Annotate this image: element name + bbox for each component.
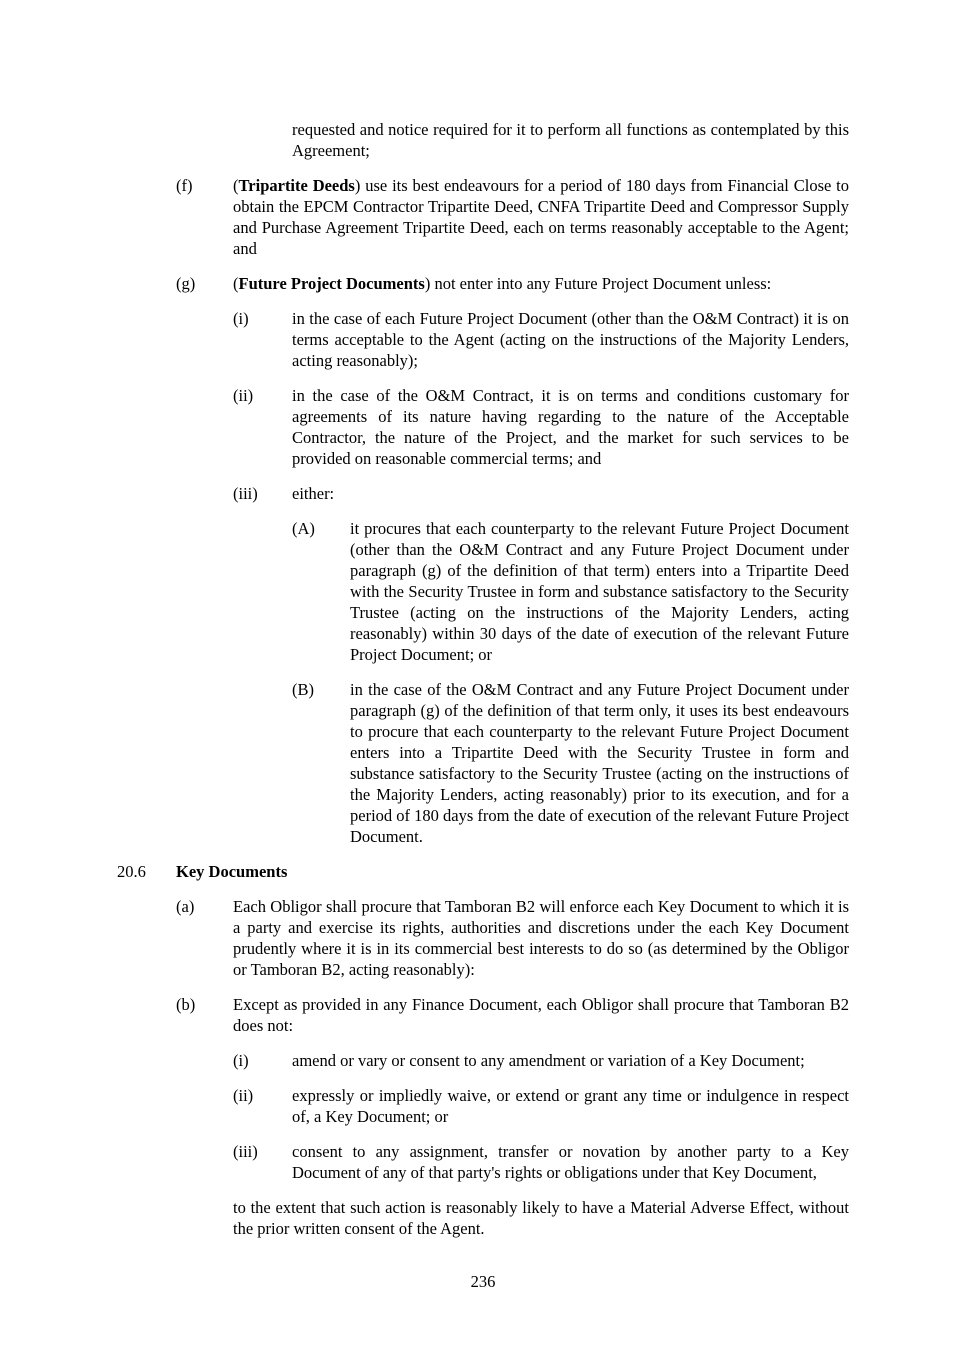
clause-g-iii-B-label: (B)	[292, 680, 314, 699]
clause-b-iii	[117, 1141, 849, 1183]
clause-g-ii	[117, 385, 849, 469]
clause-g-post: ) not enter into any Future Project Document unless:	[424, 274, 772, 293]
clause-g-pre: (	[233, 274, 239, 293]
page-content	[117, 119, 849, 1253]
clause-g-label: (g)	[176, 274, 196, 293]
defined-term-tripartite-deeds: Tripartite Deeds	[238, 176, 355, 195]
clause-g-iii-A	[117, 518, 849, 665]
clause-g-iii-B-text: in the case of the O&M Contract and any Future Project Document under paragraph (g) of the definition of that term only, it uses its best endeavours to procure that each counterparty to the relevant Future Project Document enters into a Tripartite Deed with the Security Trustee in form and substance satisfactory to the Security Trustee (acting on the instructions of the Majority Lenders, acting reasonably) prior to its execution, and for a period of 180 days from the date of execution of the relevant Future Project Document.	[350, 680, 849, 846]
clause-f-text	[233, 175, 849, 259]
paragraph-continuation	[117, 119, 849, 161]
clause-g-iii-A-text: it procures that each counterparty to the relevant Future Project Document (other than the O&M Contract and any Future Project Document under paragraph (g) of the definition of that term) enters into a Tripartite Deed with the Security Trustee in form and substance satisfactory to the Security Trustee (acting on the instructions of the Majority Lenders, acting reasonably) within 30 days of the date of execution of the relevant Future Project Document; or	[350, 519, 849, 664]
clause-g-iii-label: (iii)	[233, 484, 258, 503]
section-number: 20.6	[117, 862, 146, 881]
clause-a	[117, 896, 849, 980]
closing-text: to the extent that such action is reasonably likely to have a Material Adverse Effect, without the prior written consent of the Agent.	[233, 1198, 849, 1238]
defined-term-future-project-documents: Future Project Documents	[238, 274, 425, 293]
clause-g-ii-text: in the case of the O&M Contract, it is on terms and conditions customary for agreements of its nature having regarding to the nature of the Acceptable Contractor, the nature of the Project, and the market for such services to be provided on reasonable commercial terms; and	[292, 386, 849, 468]
clause-b-label: (b)	[176, 995, 196, 1014]
page-number: 236	[470, 1272, 496, 1291]
clause-b-iii-text: consent to any assignment, transfer or novation by another party to a Key Document of any of that party's rights or obligations under that Key Document,	[292, 1142, 849, 1182]
clause-b	[117, 994, 849, 1036]
paragraph-text: requested and notice required for it to perform all functions as contemplated by this Agreement;	[292, 120, 849, 160]
clause-f-post: ) use its best endeavours for a period of 180 days from Financial Close to obtain the EPCM Contractor Tripartite Deed, CNFA Tripartite Deed and Compressor Supply and Purchase Agreement Tripartite Deed, each on terms reasonably acceptable to the Agent; and	[233, 176, 850, 258]
clause-g-ii-label: (ii)	[233, 386, 254, 405]
clause-g	[117, 273, 849, 294]
clause-b-ii	[117, 1085, 849, 1127]
clause-b-iii-label: (iii)	[233, 1142, 258, 1161]
clause-g-text	[233, 273, 849, 294]
clause-b-ii-text: expressly or impliedly waive, or extend or grant any time or indulgence in respect of, a Key Document; or	[292, 1086, 849, 1126]
clause-a-label: (a)	[176, 897, 195, 916]
clause-g-iii-text: either:	[292, 484, 335, 503]
clause-g-iii	[117, 483, 849, 504]
clause-b-i	[117, 1050, 849, 1071]
clause-b-i-label: (i)	[233, 1051, 249, 1070]
section-heading-20-6	[117, 861, 849, 882]
clause-g-i-text: in the case of each Future Project Document (other than the O&M Contract) it is on terms acceptable to the Agent (acting on the instructions of the Majority Lenders, acting reasonably);	[292, 309, 849, 370]
clause-a-text: Each Obligor shall procure that Tamboran B2 will enforce each Key Document to which it is a party and exercise its rights, authorities and discretions under the each Key Document prudently where it is in its commercial best interests to do so (as determined by the Obligor or Tamboran B2, acting reasonably):	[233, 897, 849, 979]
clause-f-label: (f)	[176, 176, 193, 195]
clause-g-i	[117, 308, 849, 371]
section-title: Key Documents	[176, 862, 288, 881]
clause-g-iii-A-label: (A)	[292, 519, 315, 538]
clause-g-iii-B	[117, 679, 849, 847]
clause-g-i-label: (i)	[233, 309, 249, 328]
clause-f-pre: (	[233, 176, 239, 195]
clause-b-text: Except as provided in any Finance Document, each Obligor shall procure that Tamboran B2 does not:	[233, 995, 849, 1035]
paragraph-closing	[117, 1197, 849, 1239]
clause-b-ii-label: (ii)	[233, 1086, 254, 1105]
clause-f	[117, 175, 849, 259]
clause-b-i-text: amend or vary or consent to any amendment or variation of a Key Document;	[292, 1051, 805, 1070]
